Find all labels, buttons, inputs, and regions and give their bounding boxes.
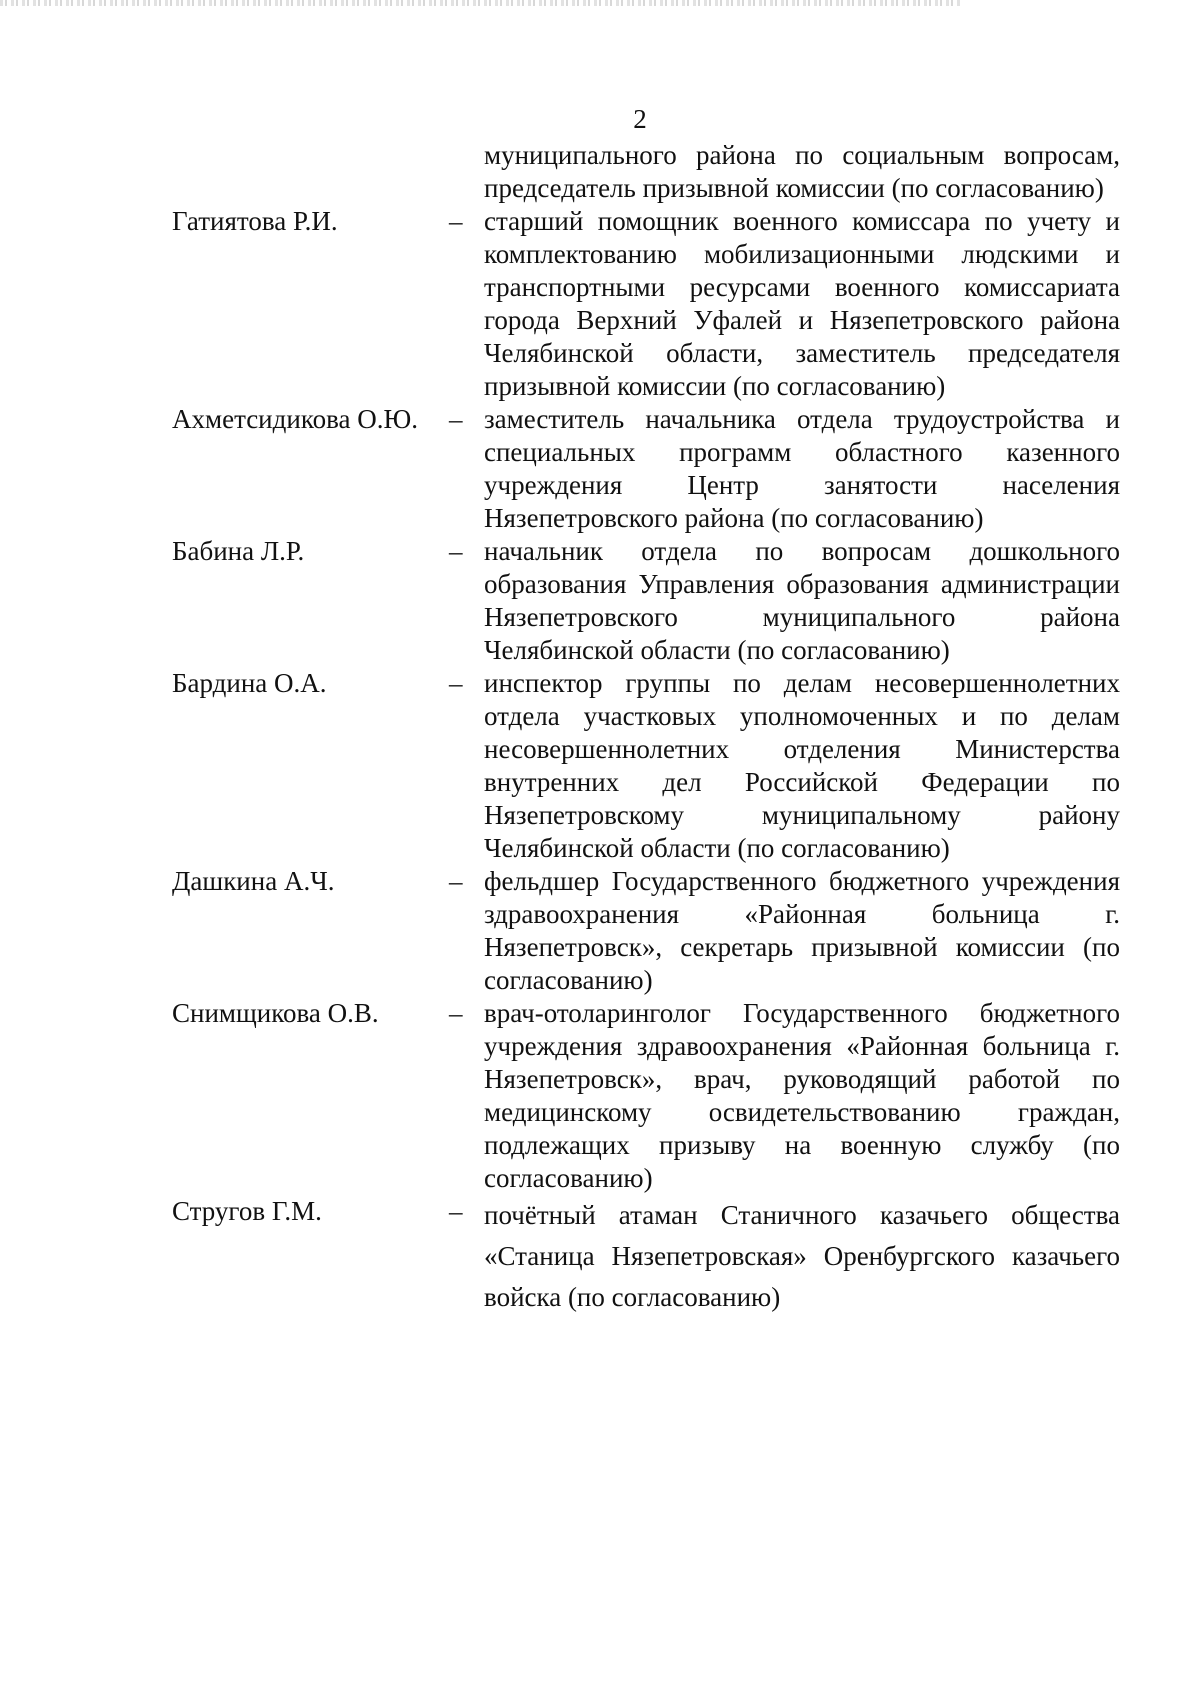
member-name: Стругов Г.М. [172,1196,322,1226]
separator-dash: – [449,206,463,236]
member-name: Бабина Л.Р. [172,536,305,566]
roster-row [0,1195,1200,1318]
roster-row [0,535,1200,667]
member-description: фельдшер Государственного бюджетного учреждения здравоохранения «Районная больница г. Нязепетровск», секретарь призывной комиссии (по согласованию) [484,866,1120,995]
member-name: Снимщикова О.В. [172,998,379,1028]
separator-dash: – [449,866,463,896]
member-description: врач-отоларинголог Государственного бюджетного учреждения здравоохранения «Районная больница г. Нязепетровск», врач, руководящий работой по медицинскому освидетельствованию граждан, подлежащих призыву на военную службу (по согласованию) [484,998,1120,1193]
separator-dash: – [449,1196,463,1226]
roster-row [0,403,1200,535]
member-description: муниципального района по социальным вопросам, председатель призывной комиссии (по согласованию) [484,140,1120,203]
member-name: Ахметсидикова О.Ю. [172,404,418,434]
roster-row [0,997,1200,1195]
roster-continuation [0,139,1200,205]
member-description: заместитель начальника отдела трудоустройства и специальных программ областного казенного учреждения Центр занятости населения Нязепетровского района (по согласованию) [484,404,1120,533]
scan-edge-artifact [0,0,960,6]
page-number: 2 [633,104,647,134]
separator-dash: – [449,998,463,1028]
member-description: начальник отдела по вопросам дошкольного образования Управления образования администрации Нязепетровского муниципального района Челябинской области (по согласованию) [484,536,1120,665]
roster-row [0,205,1200,403]
separator-dash: – [449,536,463,566]
member-description: почётный атаман Станичного казачьего общества «Станица Нязепетровская» Оренбургского казачьего войска (по согласованию) [484,1200,1120,1312]
commission-roster [0,139,1200,1318]
roster-row [0,667,1200,865]
separator-dash: – [449,668,463,698]
member-name: Гатиятова Р.И. [172,206,338,236]
member-description: старший помощник военного комиссара по учету и комплектованию мобилизационными людскими и транспортными ресурсами военного комиссариата города Верхний Уфалей и Нязепетровского района Челябинской области, заместитель председателя призывной комиссии (по согласованию) [484,206,1120,401]
separator-dash: – [449,404,463,434]
member-name: Бардина О.А. [172,668,327,698]
member-description: инспектор группы по делам несовершеннолетних отдела участковых уполномоченных и по делам несовершеннолетних отделения Министерства внутренних дел Российской Федерации по Нязепетровскому муниципальному району Челябинской области (по согласованию) [484,668,1120,863]
member-name: Дашкина А.Ч. [172,866,335,896]
roster-row [0,865,1200,997]
